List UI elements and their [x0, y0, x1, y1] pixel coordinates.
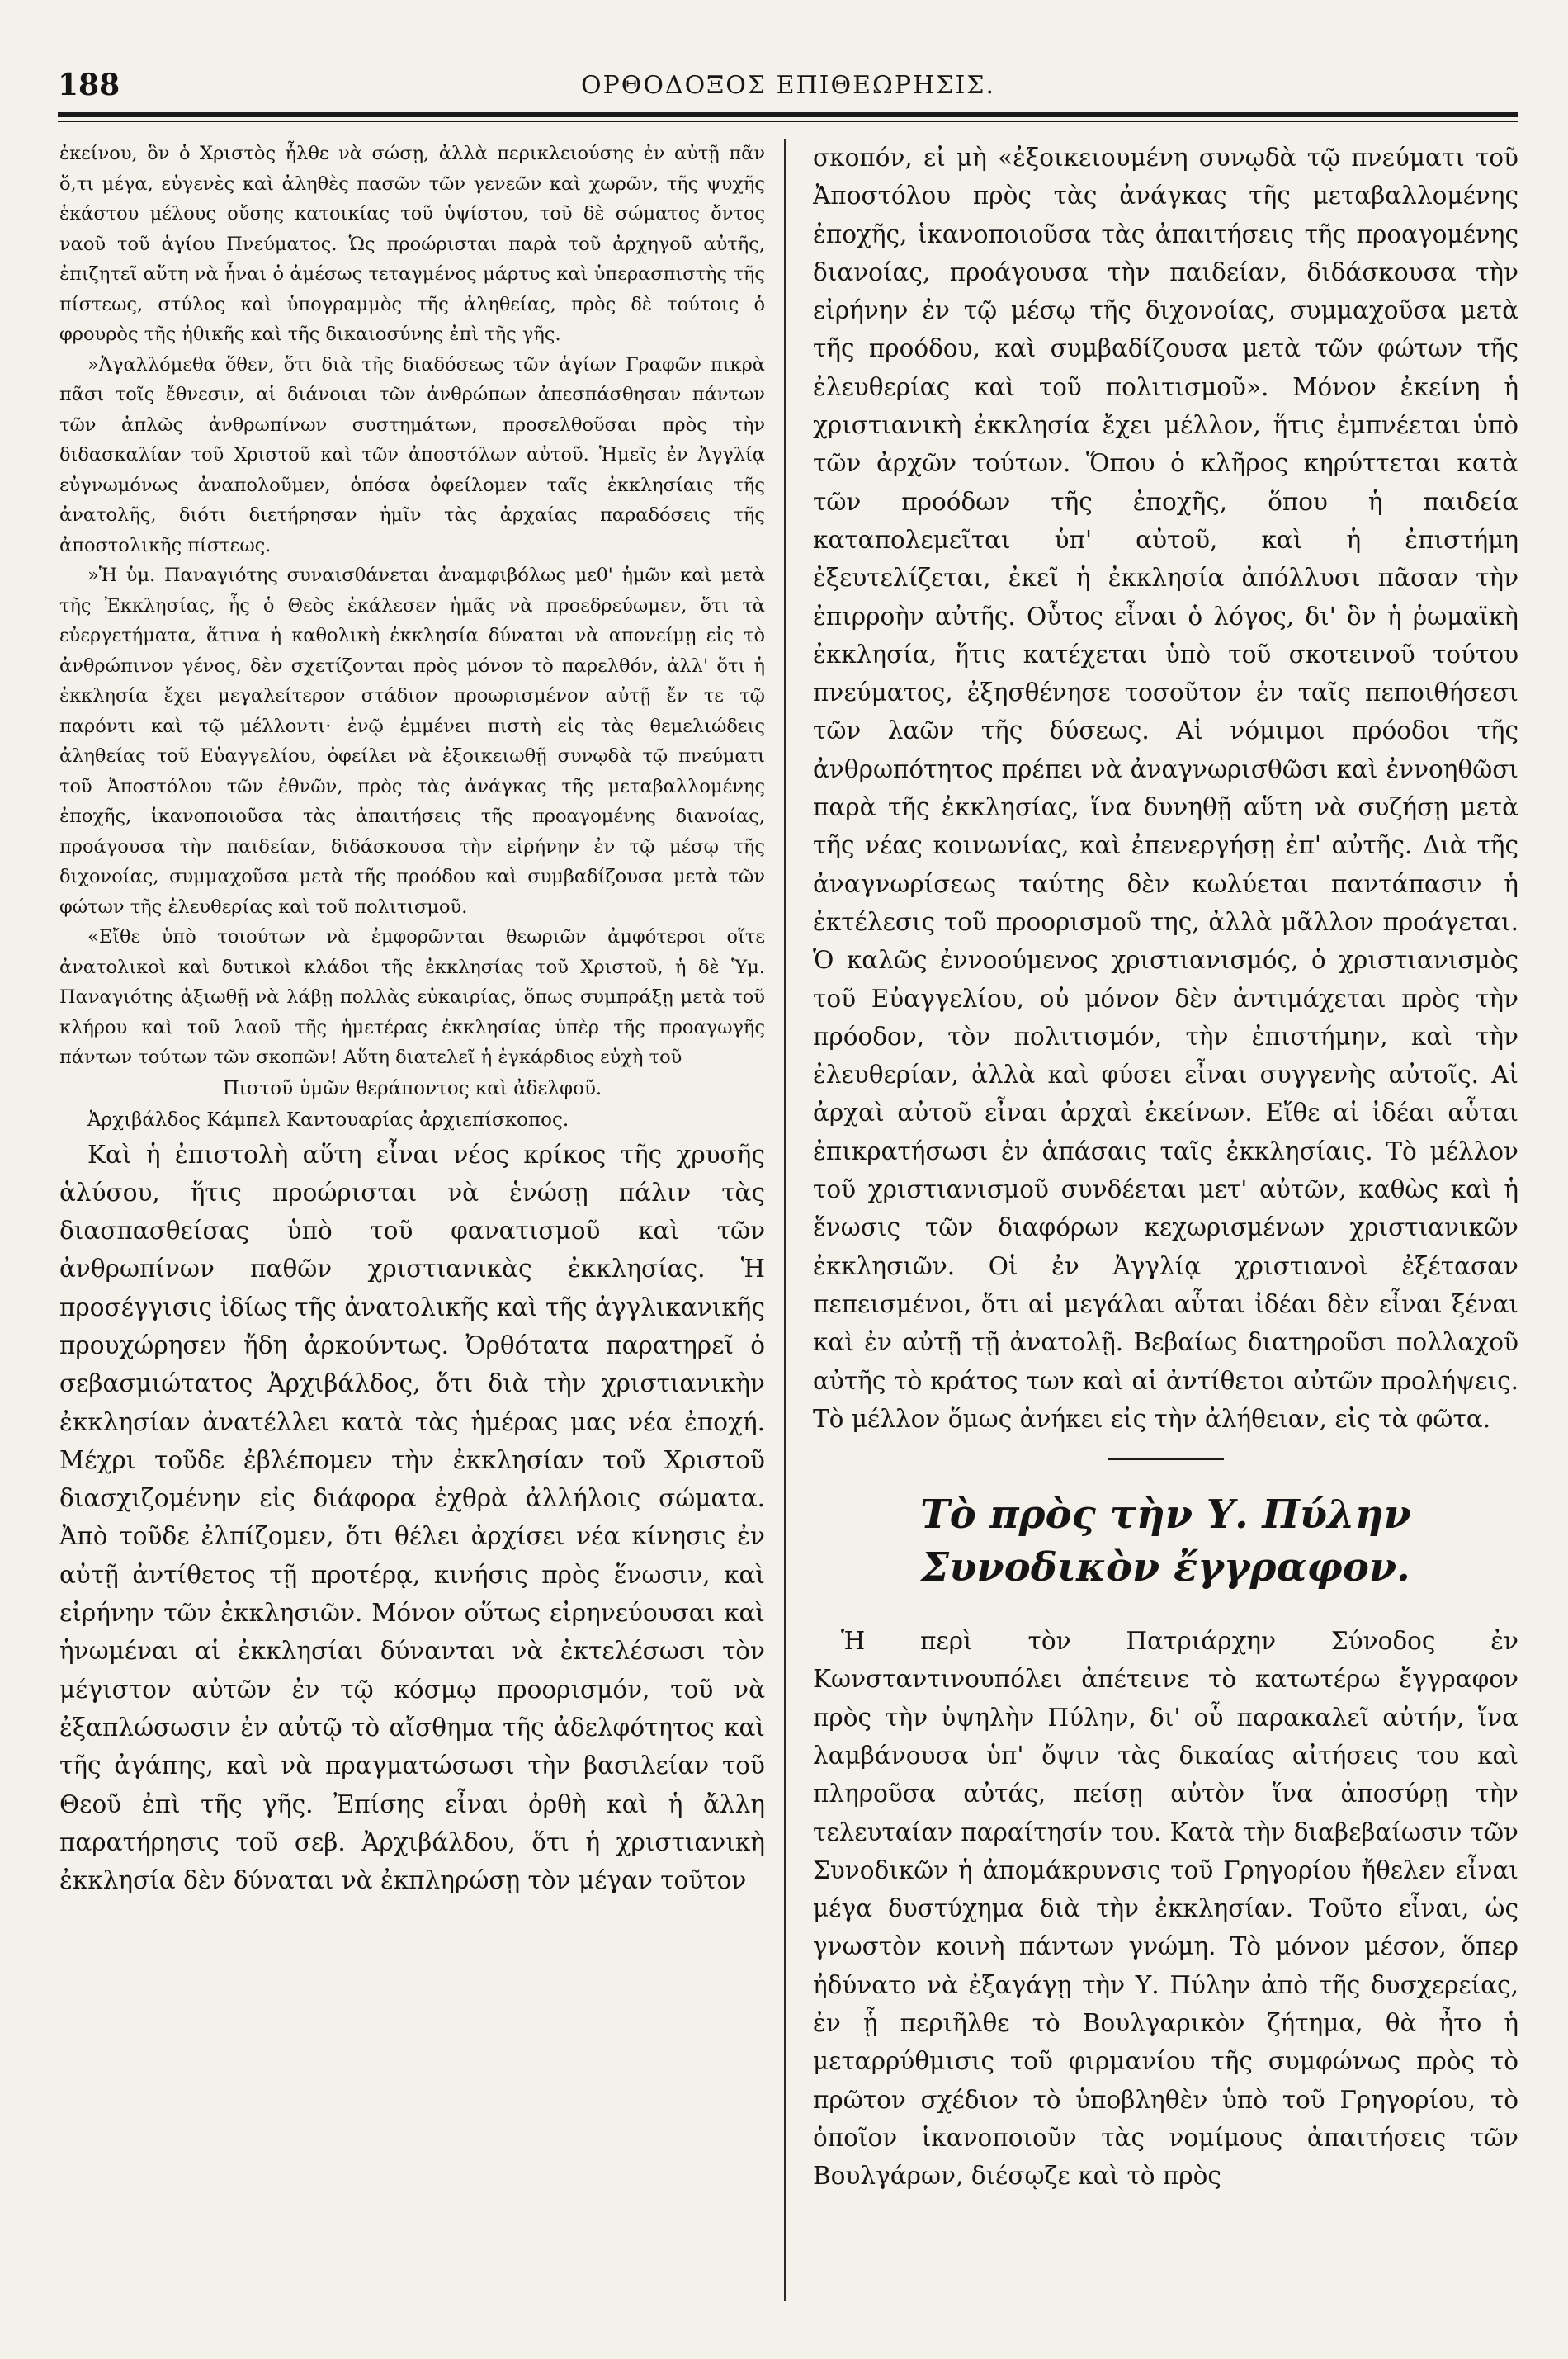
section-separator	[1108, 1458, 1224, 1460]
article-paragraph: Ἡ περὶ τὸν Πατριάρχην Σύνοδος ἐν Κωνσταντινουπόλει ἀπέτεινε τὸ κατωτέρω ἔγγραφον πρὸς τὴν ὑψηλὴν Πύλην, δι' οὗ παρακαλεῖ αὐτήν, ἵνα λαμβάνουσα ὑπ' ὄψιν τὰς δικαίας αἰτήσεις του καὶ πληροῦσα αὐτάς, πείσῃ αὐτὸν ἵνα ἀποσύρῃ τὴν τελευταίαν παραίτησίν του. Κατὰ τὴν διαβεβαίωσιν τῶν Συνοδικῶν ἡ ἀπομάκρυνσις τοῦ Γρηγορίου ἤθελεν εἶναι μέγα δυστύχημα διὰ τὴν ἐκκλησίαν. Τοῦτο εἶναι, ὡς γνωστὸν κοινὴ πάντων γνώμη. Τὸ μόνον μέσον, ὅπερ ἠδύνατο νὰ ἐξαγάγῃ τὴν Υ. Πύλην ἀπὸ τῆς δυσχερείας, ἐν ᾗ περιῆλθε τὸ Βουλγαρικὸν ζήτημα, θὰ ἦτο ἡ μεταρρύθμισις τοῦ φιρμανίου τῆς συμφώνως πρὸς τὸ πρῶτον σχέδιον τὸ ὑποβληθὲν ὑπὸ τοῦ Γρηγορίου, τὸ ὁποῖον ἱκανοποιοῦν τὰς νομίμους ἀπαιτήσεις τῶν Βουλγάρων, διέσῳζε καὶ τὸ πρὸς	[813, 1627, 1518, 2191]
header-rule-thin	[58, 121, 1518, 122]
letter-paragraph: »Ἡ ὑμ. Παναγιότης συναισθάνεται ἀναμφιβόλως μεθ' ἡμῶν καὶ μετὰ τῆς Ἐκκλησίας, ἧς ὁ Θεὸς ἐκάλεσεν ἡμᾶς νὰ προεδρεύωμεν, ὅτι τὰ εὐεργετήματα, ἅτινα ἡ καθολικὴ ἐκκλησία δύναται νὰ απονείμῃ εἰς τὸ ἀνθρώπινον γένος, δὲν σχετίζονται πρὸς μόνον τὸ παρελθόν, ἀλλ' ὅτι ἡ ἐκκλησία ἔχει μεγαλείτερον στάδιον προωρισμένον αὐτῇ ἔν τε τῷ παρόντι καὶ τῷ μέλλοντι· ἐνῷ ἐμμένει πιστὴ εἰς τὰς θεμελιώδεις ἀληθείας τοῦ Εὐαγγελίου, ὀφείλει νὰ ἐξοικειωθῇ συνῳδὰ τῷ πνεύματι τοῦ Ἀποστόλου τῶν ἐθνῶν, πρὸς τὰς ἀνάγκας τῆς μεταβαλλομένης ἐποχῆς, ἱκανοποιοῦσα τὰς ἀπαιτήσεις τῆς προαγομένης διανοίας, προάγουσα τὴν παιδείαν, διδάσκουσα τὴν εἰρήνην ἐν τῷ μέσῳ τῆς διχονοίας, συμμαχοῦσα μετὰ τῆς προόδου καὶ συμβαδίζουσα μετὰ τῶν φώτων τῆς ἐλευθερίας καὶ τοῦ πολιτισμοῦ.	[59, 565, 765, 918]
page-header	[58, 68, 1518, 111]
header-rule-thick	[58, 112, 1518, 117]
column-divider	[784, 139, 786, 2301]
left-column	[59, 139, 765, 2318]
letter-closing: Πιστοῦ ὑμῶν θεράποντος καὶ ἀδελφοῦ.	[222, 1077, 602, 1099]
page-number: 188	[58, 68, 120, 102]
commentary-paragraph: Καὶ ἡ ἐπιστολὴ αὕτη εἶναι νέος κρίκος τῆς χρυσῆς ἁλύσου, ἥτις προώρισται νὰ ἑνώσῃ πάλιν τὰς διασπασθείσας ὑπὸ τοῦ φανατισμοῦ καὶ τῶν ἀνθρωπίνων παθῶν χριστιανικὰς ἐκκλησίας. Ἡ προσέγγισις ἰδίως τῆς ἀνατολικῆς καὶ τῆς ἀγγλικανικῆς προυχώρησεν ἤδη ἀρκούντως. Ὀρθότατα παρατηρεῖ ὁ σεβασμιώτατος Ἀρχιβάλδος, ὅτι διὰ τὴν χριστιανικὴν ἐκκλησίαν ἀνατέλλει κατὰ τὰς ἡμέρας μας νέα ἐποχή. Μέχρι τοῦδε ἐβλέπομεν τὴν ἐκκλησίαν τοῦ Χριστοῦ διασχιζομένην εἰς διάφορα ἐχθρὰ ἀλλήλοις σώματα. Ἀπὸ τοῦδε ἐλπίζομεν, ὅτι θέλει ἀρχίσει νέα κίνησις ἐν αὐτῇ ἀντίθετος τῇ προτέρᾳ, κινήσις πρὸς ἕνωσιν, καὶ εἰρήνην τῶν ἐκκλησιῶν. Μόνον οὕτως εἰρηνεύουσαι καὶ ἡνωμέναι αἱ ἐκκλησίαι δύνανται νὰ ἐκτελέσωσι τὸν μέγιστον αὐτῶν ἐν τῷ κόσμῳ προορισμόν, τοῦ νὰ ἐξαπλώσωσιν ἐν αὐτῷ τὸ αἴσθημα τῆς ἀδελφότητος καὶ τῆς ἀγάπης, καὶ νὰ πραγματώσωσι τὴν βασιλείαν τοῦ Θεοῦ ἐπὶ τῆς γῆς. Ἐπίσης εἶναι ὀρθὴ καὶ ἡ ἄλλη παρατήρησις τοῦ σεβ. Ἀρχιβάλδου, ὅτι ἡ χριστιανικὴ ἐκκλησία δὲν δύναται νὰ ἐκπληρώσῃ τὸν μέγαν τοῦτον	[59, 1140, 765, 1895]
commentary-paragraph: σκοπόν, εἰ μὴ «ἐξοικειουμένη συνῳδὰ τῷ πνεύματι τοῦ Ἀποστόλου πρὸς τὰς ἀνάγκας τῆς μεταβαλλομένης ἐποχῆς, ἱκανοποιοῦσα τὰς ἀπαιτήσεις τῆς προαγομένης διανοίας, προάγουσα τὴν παιδείαν, διδάσκουσα τὴν εἰρήνην ἐν τῷ μέσῳ τῆς διχονοίας, συμμαχοῦσα μετὰ τῆς προόδου, καὶ συμβαδίζουσα μετὰ τῶν φώτων τῆς ἐλευθερίας καὶ τοῦ πολιτισμοῦ». Μόνον ἐκείνη ἡ χριστιανικὴ ἐκκλησία ἔχει μέλλον, ἥτις ἐμπνέεται ὑπὸ τῶν ἀρχῶν τούτων. Ὅπου ὁ κλῆρος κηρύττεται κατὰ τῶν προόδων τῆς ἐποχῆς, ὅπου ἡ παιδεία καταπολεμεῖται ὑπ' αὐτοῦ, καὶ ἡ ἐπιστήμη ἐξευτελίζεται, ἐκεῖ ἡ ἐκκλησία ἀπόλλυσι πᾶσαν τὴν ἐπιρροὴν αὐτῆς. Οὗτος εἶναι ὁ λόγος, δι' ὃν ἡ ῥωμαϊκὴ ἐκκλησία, ἥτις κατέχεται ὑπὸ τοῦ σκοτεινοῦ τούτου πνεύματος, ἐξησθένησε τοσοῦτον ἐν ταῖς πεποιθήσεσι τῶν λαῶν τῆς δύσεως. Αἱ νόμιμοι πρόοδοι τῆς ἀνθρωπότητος πρέπει νὰ ἀναγνωρισθῶσι καὶ ἐννοηθῶσι παρὰ τῆς ἐκκλησίας, ἵνα δυνηθῇ αὕτη νὰ συζήσῃ μετὰ τῆς νέας κοινωνίας, καὶ ἐπενεργήσῃ ἐπ' αὐτῆς. Διὰ τῆς ἀναγνωρίσεως ταύτης δὲν κωλύεται παντάπασιν ἡ ἐκτέλεσις τοῦ προορισμοῦ της, ἀλλὰ μᾶλλον προάγεται. Ὁ καλῶς ἐννοούμενος χριστιανισμός, ὁ χριστιανισμὸς τοῦ Εὐαγγελίου, οὐ μόνον δὲν ἀντιμάχεται πρὸς τὴν πρόοδον, τὸν πολιτισμόν, τὴν ἐπιστήμην, καὶ τὴν ἐλευθερίαν, ἀλλὰ καὶ φύσει εἶναι συγγενὴς αὐτοῖς. Αἱ ἀρχαὶ αὐτοῦ εἶναι ἀρχαὶ ἐκείνων. Εἴθε αἱ ἰδέαι αὗται ἐπικρατήσωσι ἐν ἁπάσαις ταῖς ἐκκλησίαις. Τὸ μέλλον τοῦ χριστιανισμοῦ συνδέεται μετ' αὐτῶν, καθὼς καὶ ἡ ἕνωσις τῶν διαφόρων κεχωρισμένων χριστιανικῶν ἐκκλησιῶν. Οἱ ἐν Ἀγγλίᾳ χριστιανοὶ ἐξέτασαν πεπεισμένοι, ὅτι αἱ μεγάλαι αὗται ἰδέαι δὲν εἶναι ξέναι καὶ ἐν αὐτῇ τῇ ἀνατολῇ. Βεβαίως διατηροῦσι πολλαχοῦ αὐτῆς τὸ κράτος των καὶ αἱ ἀντίθετοι αὐτῶν προλήψεις. Τὸ μέλλον ὅμως ἀνήκει εἰς τὴν ἀλήθειαν, εἰς τὰ φῶτα.	[813, 144, 1518, 1433]
letter-paragraph: «Εἴθε ὑπὸ τοιούτων νὰ ἐμφορῶνται θεωριῶν ἀμφότεροι οἵτε ἀνατολικοὶ καὶ δυτικοὶ κλάδοι τῆς ἐκκλησίας τοῦ Χριστοῦ, ἡ δὲ Ὑμ. Παναγιότης ἀξιωθῇ νὰ λάβῃ πολλὰς εὐκαιρίας, ὅπως συμπράξῃ μετὰ τοῦ κλήρου καὶ τοῦ λαοῦ τῆς ἡμετέρας ἐκκλησίας ὑπὲρ τῆς προαγωγῆς πάντων τούτων τῶν σκοπῶν! Αὕτη διατελεῖ ἡ ἐγκάρδιος εὐχὴ τοῦ	[59, 926, 765, 1068]
letter-paragraph: »Ἀγαλλόμεθα ὅθεν, ὅτι διὰ τῆς διαδόσεως τῶν ἁγίων Γραφῶν πικρὰ πᾶσι τοῖς ἔθνεσιν, αἱ διάνοιαι τῶν ἀνθρώπων ἀπεσπάσθησαν πάντων τῶν ἁπλῶς ἀνθρωπίνων συστημάτων, προσελθοῦσαι πρὸς τὴν διδασκαλίαν τοῦ Χριστοῦ καὶ τῶν ἀποστόλων αὐτοῦ. Ἡμεῖς ἐν Ἀγγλίᾳ εὐγνωμόνως ἀναπολοῦμεν, ὁπόσα ὀφείλομεν ταῖς ἐκκλησίαις τῆς ἀνατολῆς, διότι διετήρησαν ἡμῖν τὰς ἀρχαίας παραδόσεις τῆς ἀποστολικῆς πίστεως.	[59, 353, 765, 556]
running-title: ΟΡΘΟΔΟΞΟΣ ΕΠΙΘΕΩΡΗΣΙΣ.	[580, 71, 996, 100]
letter-signature: Ἀρχιβάλδος Κάμπελ Καντουαρίας ἀρχιεπίσκοπος.	[87, 1109, 569, 1131]
section-title: Τὸ πρὸς τὴν Υ. Πύλην Συνοδικὸν ἔγγραφον.	[920, 1492, 1411, 1591]
letter-paragraph: ἐκείνου, ὃν ὁ Χριστὸς ἦλθε νὰ σώσῃ, ἀλλὰ περικλειούσης ἐν αὐτῇ πᾶν ὅ,τι μέγα, εὐγενὲς καὶ ἀληθὲς πασῶν τῶν γενεῶν καὶ χωρῶν, τῆς ψυχῆς ἑκάστου μέλους οὔσης κατοικίας τοῦ ὑψίστου, τοῦ δὲ σώματος ὄντος ναοῦ τοῦ ἁγίου Πνεύματος. Ὡς προώρισται παρὰ τοῦ ἀρχηγοῦ αὐτῆς, ἐπιζητεῖ αὕτη νὰ ἦναι ὁ ἀμέσως τεταγμένος μάρτυς καὶ ὑπερασπιστὴς τῆς πίστεως, στύλος καὶ ὑπογραμμὸς τῆς ἀληθείας, πρὸς δὲ τούτοις ὁ φρουρὸς τῆς ἠθικῆς καὶ τῆς δικαιοσύνης ἐπὶ τῆς γῆς.	[59, 143, 765, 345]
right-column	[813, 139, 1518, 2318]
